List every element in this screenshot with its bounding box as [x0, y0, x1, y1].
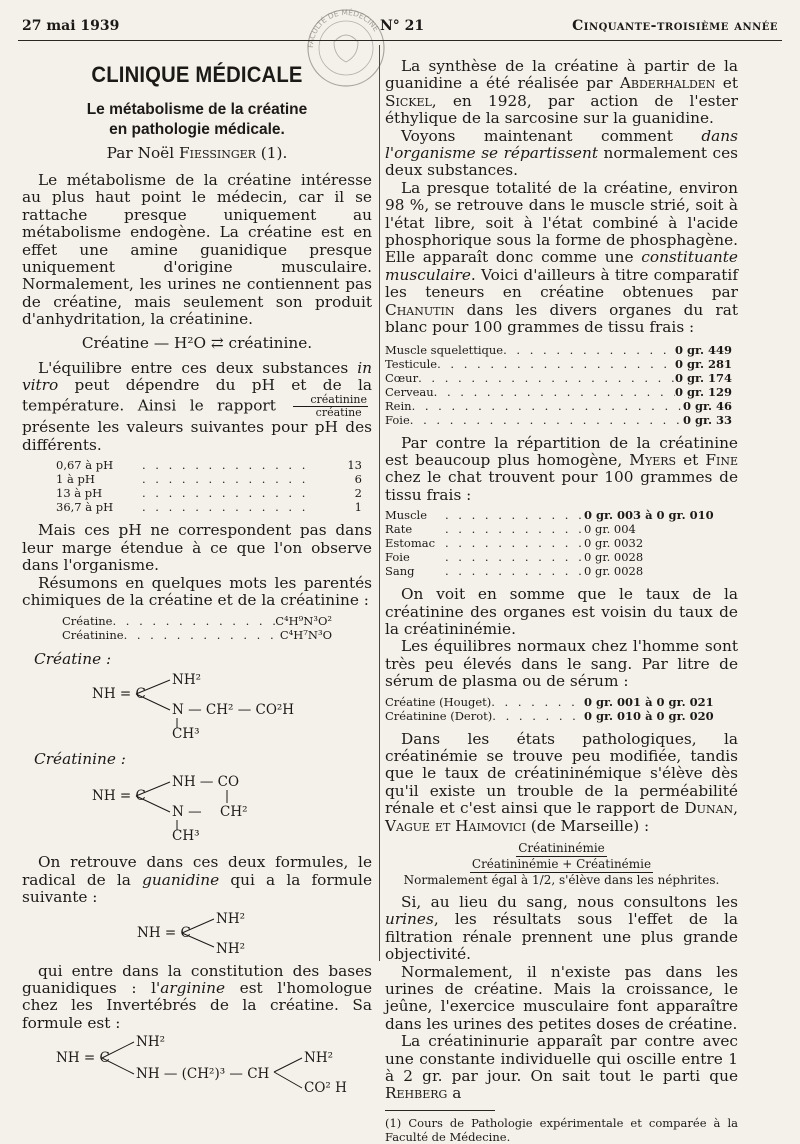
left-column	[22, 46, 372, 1098]
table-row: 13 à pH . . . 2	[22, 486, 372, 500]
table-row: Estomac . . . 0 gr. 0032	[385, 536, 732, 550]
svg-text:NH — CO: NH — CO	[172, 774, 240, 791]
svg-text:NH²: NH²	[304, 1050, 333, 1067]
table-row: Créatine . . . C⁴H⁹N³O²	[62, 614, 332, 628]
paragraph: Par contre la répartition de la créatinine est beaucoup plus homogène, Myers et Fine chez le chat trouvent pour 100 grammes de tissu frais :	[385, 433, 738, 504]
arginine-structure	[22, 1032, 372, 1098]
svg-text:NH²: NH²	[136, 1034, 165, 1051]
svg-text:N — CH² — CO²H: N — CH² — CO²H	[172, 702, 295, 719]
paragraph: Normalement, il n'existe pas dans les urines de créatine. Mais la croissance, le jeûne, l'exercice musculaire font apparaître dans les urines des petites doses de créatine.	[385, 962, 738, 1033]
svg-text:NH — (CH²)³ — CH: NH — (CH²)³ — CH	[136, 1066, 270, 1083]
section-title: CLINIQUE MÉDICALE	[91, 62, 303, 87]
issue-date: 27 mai 1939	[22, 18, 120, 34]
table-row: Muscle . . . 0 gr. 003 à 0 gr. 010	[385, 508, 732, 522]
paragraph: On voit en somme que le taux de la créatinine des organes est voisin du taux de la créatininémie.	[385, 585, 738, 638]
svg-text:N —: N —	[172, 804, 202, 821]
footnote: (1) Cours de Pathologie expérimentale et comparée à la Faculté de Médecine.	[385, 1115, 738, 1144]
equation: Créatine — H²O ⇄ créatinine.	[81, 333, 313, 352]
table-row: Rate . . . 0 gr. 004	[385, 522, 732, 536]
table-row: 0,67 à pH . . . 13	[22, 458, 372, 472]
svg-text:NH²: NH²	[216, 940, 245, 957]
paragraph: Voyons maintenant comment dans l'organisme se répartissent normalement ces deux substances.	[385, 126, 738, 180]
paragraph: Le métabolisme de la créatine intéresse au plus haut point le médecin, car il se rattache presque uniquement au métabolisme endogène. La créatine est en effet une amine guanidique presque uniquement d'origine musculaire. Normalement, les urines ne contiennent pas de créatine, mais seulement son produit d'anhydritation, la créatinine.	[22, 171, 372, 329]
svg-text:CO² H: CO² H	[304, 1080, 347, 1095]
paragraph-guanidine: On retrouve dans ces deux formules, le radical de la guanidine qui a la formule suivante :	[22, 853, 372, 907]
table-row: Créatinine (Derot) . . . 0 gr. 010 à 0 gr. 020	[385, 709, 732, 723]
creatinine-structure	[22, 770, 372, 846]
paragraph: La synthèse de la créatine à partir de la guanidine a été réalisée par Abderhalden et Sickel, en 1928, par action de l'ester éthylique de la sarcosine sur la guanidine.	[385, 57, 739, 128]
creatinine-organs-table	[385, 508, 738, 578]
svg-text:NH²: NH²	[216, 910, 245, 927]
table-row: Foie . . . 0 gr. 33	[385, 413, 732, 427]
right-column	[385, 46, 738, 1144]
paragraph-arginine: qui entre dans la constitution des bases guanidiques : l'arginine est l'homologue chez les Invertébrés de la créatine. Sa formule est :	[22, 961, 372, 1032]
svg-text:CH³: CH³	[172, 726, 200, 741]
guanidine-structure	[22, 907, 372, 963]
svg-text:NH = C: NH = C	[137, 924, 191, 941]
table-row: 1 à pH . . . 6	[22, 472, 372, 486]
article-title-line-1: Le métabolisme de la créatine	[86, 101, 308, 118]
paragraph: Les équilibres normaux chez l'homme sont très peu élevés dans le sang. Par litre de sérum de plasma ou de sérum :	[385, 637, 738, 691]
svg-text:NH²: NH²	[172, 672, 201, 689]
paragraph: La créatininurie apparaît par contre avec une constante individuelle qui oscille entre 1 à 2 gr. par jour. On sait tout le parti que Rehberg a	[385, 1032, 738, 1103]
table-row: Sang . . . 0 gr. 0028	[385, 564, 732, 578]
paragraph: Mais ces pH ne correspondent pas dans leur marge étendue à ce que l'on observe dans l'organisme.	[22, 521, 372, 575]
formulas-table	[22, 614, 372, 642]
footnote-rule	[385, 1110, 495, 1111]
paragraph: Résumons en quelques mots les parentés chimiques de la créatine et de la créatinine :	[22, 573, 372, 609]
table-row: Testicule . . . 0 gr. 281	[385, 357, 732, 371]
creatine-structure	[22, 670, 372, 744]
table-row: Cœur . . . 0 gr. 174	[385, 371, 732, 385]
svg-text:NH = C: NH = C	[56, 1050, 110, 1067]
table-row: Créatinine . . . C⁴H⁷N³O	[62, 628, 332, 642]
ratio-formula: Créatininémie Créatininémie + Créatinémie Normalement égal à 1/2, s'élève dans les néphrites.	[403, 841, 720, 887]
article-title	[22, 100, 372, 140]
table-row: Rein . . . 0 gr. 46	[385, 399, 732, 413]
fraction: $\frac{\text{créatinine}}{\text{créatine}}$	[293, 394, 368, 419]
paragraph: Dans les états pathologiques, la créatinémie se trouve peu modifiée, tandis que le taux de créatininémique s'élève dès qu'il existe un trouble de la perméabilité rénale et c'est ainsi que le rapport de Dunan, Vague et Haimovici (de Marseille) :	[385, 729, 738, 835]
svg-text:CH²: CH²	[220, 804, 248, 821]
journal-year: Cinquante-troisième année	[572, 18, 778, 34]
column-divider	[379, 45, 380, 961]
paragraph-ratio: L'équilibre entre ces deux substances in vitro peut dépendre du pH et de la température. Ainsi le rapport $\frac{\text{créatinine}}{\text{créatine}}$ présente les valeurs suivantes pour pH des différents.	[22, 358, 372, 454]
header-rule	[18, 40, 782, 41]
author-name: Fiessinger	[178, 144, 256, 162]
ph-table	[22, 458, 372, 514]
table-row: Créatine (Houget) . . . 0 gr. 001 à 0 gr. 021	[385, 695, 732, 709]
issue-number: N° 21	[380, 18, 425, 34]
svg-text:NH = C: NH = C	[92, 788, 146, 805]
table-row: Foie . . . 0 gr. 0028	[385, 550, 732, 564]
table-row: Muscle squelettique . . . 0 gr. 449	[385, 343, 732, 357]
byline: Par Noël Fiessinger (1).	[106, 144, 288, 162]
table-row: 36,7 à pH . . . 1	[22, 500, 372, 514]
creatine-organs-table	[385, 343, 738, 427]
table-row: Cerveau . . . 0 gr. 129	[385, 385, 732, 399]
serum-table	[385, 695, 738, 723]
paragraph: Si, au lieu du sang, nous consultons les urines, les résultats sous l'effet de la filtration rénale prennent une plus grande objectivité.	[385, 893, 738, 964]
article-title-line-2: en pathologie médicale.	[109, 121, 285, 138]
svg-text:FACULTÉ DE MÉDECINE	[306, 8, 381, 48]
svg-text:NH = C: NH = C	[92, 686, 146, 703]
creatinine-label: Créatinine :	[34, 750, 126, 769]
paragraph: La presque totalité de la créatine, environ 98 %, se retrouve dans le muscle strié, soit à l'état libre, soit à l'état combiné à l'acide phosphorique sous la forme de phosphagène. Elle apparaît donc comme une constituante musculaire. Voici d'ailleurs à titre comparatif les teneurs en créatine obtenues par Chanutin dans les divers organes du rat blanc pour 100 grammes de tissu frais :	[385, 178, 738, 337]
page-header	[22, 14, 778, 38]
stamp-text: FACULTÉ DE MÉDECINE	[305, 7, 381, 49]
svg-text:CH³: CH³	[172, 828, 200, 843]
creatine-label: Créatine :	[34, 650, 112, 669]
